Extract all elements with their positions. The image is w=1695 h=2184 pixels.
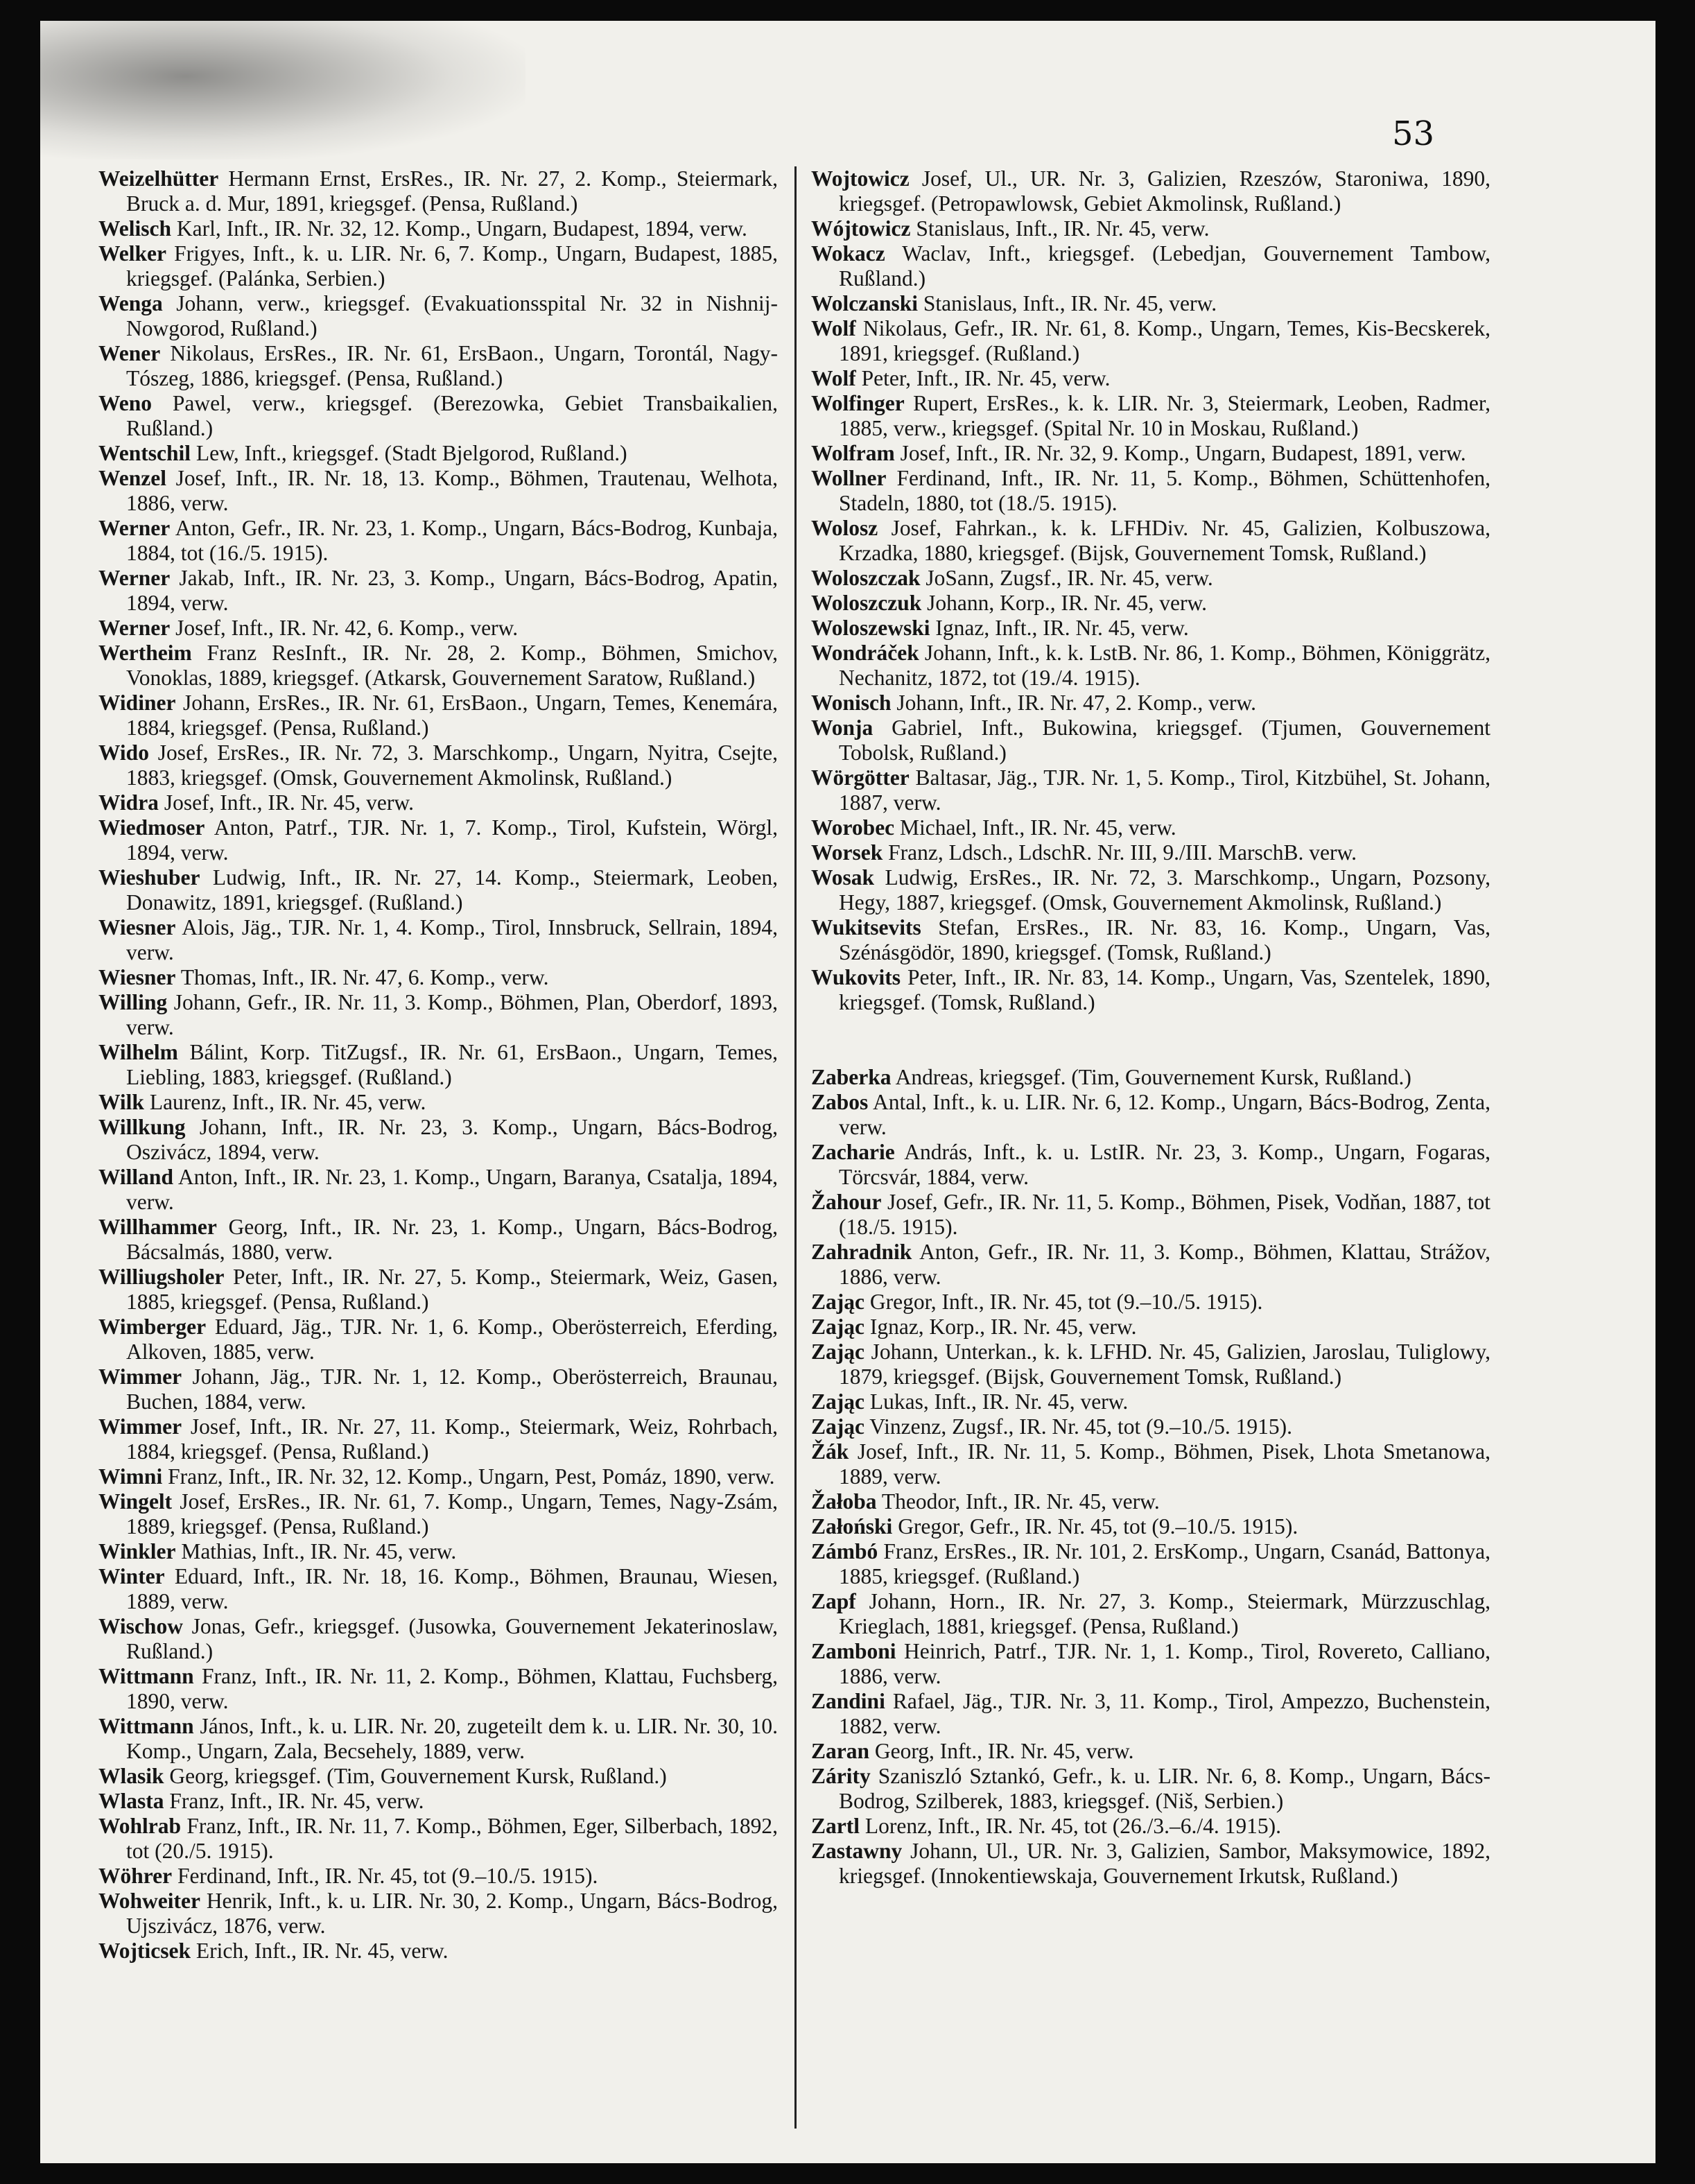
register-entry: [811, 1065, 1490, 1090]
entry-surname: Zaberka: [811, 1065, 892, 1089]
register-entry: [98, 1564, 778, 1614]
register-entry: [98, 291, 778, 341]
register-entry: [811, 716, 1490, 765]
entry-details: Michael, Inft., IR. Nr. 45, verw.: [900, 815, 1176, 840]
entry-details: Anton, Patrf., TJR. Nr. 1, 7. Komp., Tirol, Kufstein, Wörgl, 1894, verw.: [126, 815, 778, 865]
register-entry: [98, 441, 778, 466]
entry-surname: Wenzel: [98, 466, 166, 490]
entry-surname: Willing: [98, 990, 168, 1014]
entry-details: Ferdinand, Inft., IR. Nr. 45, tot (9.–10./5. 1915).: [177, 1864, 598, 1888]
entry-surname: Wertheim: [98, 641, 192, 665]
entry-details: Josef, Inft., IR. Nr. 11, 5. Komp., Böhmen, Pisek, Lhota Smetanowa, 1889, verw.: [839, 1439, 1490, 1489]
entry-surname: Winter: [98, 1564, 165, 1588]
register-entry: [811, 1340, 1490, 1389]
register-entry: [98, 616, 778, 641]
entry-details: Josef, Inft., IR. Nr. 45, verw.: [164, 790, 414, 815]
entry-details: Josef, Gefr., IR. Nr. 11, 5. Komp., Böhmen, Pisek, Vodňan, 1887, tot (18./5. 1915).: [839, 1190, 1490, 1239]
register-entry: [98, 1464, 778, 1489]
register-entry: [811, 1814, 1490, 1839]
entry-details: Ferdinand, Inft., IR. Nr. 11, 5. Komp., Böhmen, Schüttenhofen, Stadeln, 1880, tot (18./5. 1915).: [839, 466, 1490, 515]
register-entry: [811, 216, 1490, 241]
entry-details: Nikolaus, ErsRes., IR. Nr. 61, ErsBaon., Ungarn, Torontál, Nagy-Tószeg, 1886, kriegsgef. (Pensa, Rußland.): [126, 341, 778, 390]
entry-surname: Wittmann: [98, 1714, 194, 1738]
entry-details: Mathias, Inft., IR. Nr. 45, verw.: [181, 1539, 457, 1563]
register-entry: [98, 1764, 778, 1789]
entry-details: Georg, Inft., IR. Nr. 23, 1. Komp., Ungarn, Bács-Bodrog, Bácsalmás, 1880, verw.: [126, 1215, 778, 1264]
entry-surname: Žák: [811, 1439, 849, 1464]
entry-details: Stefan, ErsRes., IR. Nr. 83, 16. Komp., Ungarn, Vas, Szénásgödör, 1890, kriegsgef. (Tomsk, Rußland.): [839, 915, 1490, 964]
entry-surname: Werner: [98, 516, 171, 540]
register-entry: [98, 216, 778, 241]
entry-details: Laurenz, Inft., IR. Nr. 45, verw.: [149, 1090, 426, 1114]
entry-surname: Wohweiter: [98, 1889, 200, 1913]
entry-surname: Woloszczak: [811, 566, 921, 590]
entry-surname: Wukitsevits: [811, 915, 921, 939]
register-entry: [811, 1240, 1490, 1290]
entry-surname: Weizelhütter: [98, 166, 219, 191]
entry-details: Jakab, Inft., IR. Nr. 23, 3. Komp., Ungarn, Bács-Bodrog, Apatin, 1894, verw.: [126, 566, 778, 615]
entry-surname: Wenga: [98, 291, 163, 315]
entry-details: Josef, Ul., UR. Nr. 3, Galizien, Rzeszów, Staroniwa, 1890, kriegsgef. (Petropawlowsk, Gebiet Akmolinsk, Rußland.): [839, 166, 1490, 216]
entry-surname: Wittmann: [98, 1664, 194, 1688]
entry-details: Josef, ErsRes., IR. Nr. 61, 7. Komp., Ungarn, Temes, Nagy-Zsám, 1889, kriegsgef. (Pensa, Rußland.): [126, 1489, 778, 1539]
entry-surname: Willkung: [98, 1115, 186, 1139]
entry-surname: Wojticsek: [98, 1939, 191, 1963]
entry-surname: Wiesner: [98, 915, 176, 939]
entry-details: Josef, Inft., IR. Nr. 42, 6. Komp., verw.: [175, 616, 519, 640]
register-entry: [811, 1514, 1490, 1539]
entry-details: Josef, Inft., IR. Nr. 27, 11. Komp., Steiermark, Weiz, Rohrbach, 1884, kriegsgef. (Pensa, Rußland.): [126, 1414, 778, 1464]
entry-surname: Zając: [811, 1315, 864, 1339]
register-entry: [98, 691, 778, 740]
entry-details: András, Inft., k. u. LstIR. Nr. 23, 3. Komp., Ungarn, Fogaras, Törcsvár, 1884, verw.: [839, 1140, 1490, 1189]
entry-surname: Welisch: [98, 216, 172, 241]
register-entry: [98, 915, 778, 965]
register-entry: [98, 1489, 778, 1539]
entry-details: Johann, Unterkan., k. k. LFHD. Nr. 45, Galizien, Jaroslau, Tuliglowy, 1879, kriegsgef. (Bijsk, Gouvernement Tomsk, Rußland.): [839, 1340, 1490, 1389]
register-entry: [811, 391, 1490, 441]
register-entry: [811, 1190, 1490, 1240]
entry-surname: Wingelt: [98, 1489, 173, 1514]
entry-details: Josef, Inft., IR. Nr. 32, 9. Komp., Ungarn, Budapest, 1891, verw.: [900, 441, 1466, 465]
register-entry: [811, 1764, 1490, 1814]
entry-surname: Werner: [98, 616, 171, 640]
entry-surname: Zabos: [811, 1090, 869, 1114]
entry-details: Bálint, Korp. TitZugsf., IR. Nr. 61, ErsBaon., Ungarn, Temes, Liebling, 1883, kriegsgef. (Rußland.): [126, 1040, 778, 1089]
register-entry: [98, 1864, 778, 1889]
entry-surname: Worsek: [811, 840, 883, 865]
entry-details: Johann, verw., kriegsgef. (Evakuationsspital Nr. 32 in Nishnij-Nowgorod, Rußland.): [126, 291, 778, 340]
entry-details: Lew, Inft., kriegsgef. (Stadt Bjelgorod, Rußland.): [195, 441, 627, 465]
register-entry: [98, 641, 778, 691]
entry-details: Stanislaus, Inft., IR. Nr. 45, verw.: [923, 291, 1217, 315]
entry-surname: Wlasta: [98, 1789, 164, 1813]
register-entry: [98, 1939, 778, 1964]
entry-details: Ludwig, Inft., IR. Nr. 27, 14. Komp., Steiermark, Leoben, Donawitz, 1891, kriegsgef. (Rußland.): [126, 865, 778, 915]
entry-details: Theodor, Inft., IR. Nr. 45, verw.: [881, 1489, 1160, 1514]
entry-surname: Welker: [98, 241, 166, 266]
entry-surname: Zahradnik: [811, 1240, 912, 1264]
register-entry: [98, 790, 778, 815]
entry-details: Lorenz, Inft., IR. Nr. 45, tot (26./3.–6./4. 1915).: [864, 1814, 1282, 1838]
entry-surname: Wolfinger: [811, 391, 905, 415]
entry-surname: Žałoba: [811, 1489, 877, 1514]
register-entry: [811, 241, 1490, 291]
entry-details: Waclav, Inft., kriegsgef. (Lebedjan, Gouvernement Tambow, Rußland.): [839, 241, 1490, 291]
entry-surname: Zając: [811, 1414, 864, 1439]
entry-surname: Zárity: [811, 1764, 871, 1788]
register-entry: [98, 241, 778, 291]
entry-surname: Zacharie: [811, 1140, 895, 1164]
entry-details: JoSann, Zugsf., IR. Nr. 45, verw.: [925, 566, 1213, 590]
entry-surname: Wieshuber: [98, 865, 200, 890]
register-entry: [98, 466, 778, 516]
entry-details: Eduard, Jäg., TJR. Nr. 1, 6. Komp., Oberösterreich, Eferding, Alkoven, 1885, verw.: [126, 1315, 778, 1364]
register-entry: [811, 516, 1490, 566]
register-entry: [811, 865, 1490, 915]
entry-details: Johann, Inft., IR. Nr. 23, 3. Komp., Ungarn, Bács-Bodrog, Oszivácz, 1894, verw.: [126, 1115, 778, 1164]
entry-surname: Zając: [811, 1340, 864, 1364]
entry-surname: Wido: [98, 740, 149, 765]
entry-details: Karl, Inft., IR. Nr. 32, 12. Komp., Ungarn, Budapest, 1894, verw.: [176, 216, 747, 241]
entry-surname: Zámbó: [811, 1539, 878, 1563]
entry-details: Jonas, Gefr., kriegsgef. (Jusowka, Gouvernement Jekaterinoslaw, Rußland.): [126, 1614, 778, 1663]
entry-surname: Zaran: [811, 1739, 870, 1763]
entry-surname: Wentschil: [98, 441, 191, 465]
register-entry: [98, 740, 778, 790]
register-entry: [98, 1115, 778, 1165]
entry-details: Franz, Inft., IR. Nr. 11, 2. Komp., Böhmen, Klattau, Fuchsberg, 1890, verw.: [126, 1664, 778, 1713]
entry-details: Andreas, kriegsgef. (Tim, Gouvernement Kursk, Rußland.): [895, 1065, 1411, 1089]
entry-details: Rafael, Jäg., TJR. Nr. 3, 11. Komp., Tirol, Ampezzo, Buchenstein, 1882, verw.: [839, 1689, 1490, 1738]
register-entry: [98, 1789, 778, 1814]
register-entry: [98, 990, 778, 1040]
entry-details: Peter, Inft., IR. Nr. 45, verw.: [861, 366, 1111, 390]
entry-surname: Wojtowicz: [811, 166, 910, 191]
entry-details: Nikolaus, Gefr., IR. Nr. 61, 8. Komp., Ungarn, Temes, Kis-Becskerek, 1891, kriegsgef. (Rußland.): [839, 316, 1490, 365]
register-entry: [811, 441, 1490, 466]
register-entry: [811, 1414, 1490, 1439]
entry-details: Johann, Inft., k. k. LstB. Nr. 86, 1. Komp., Böhmen, Königgrätz, Nechanitz, 1872, tot (19./4. 1915).: [839, 641, 1490, 690]
entry-details: Gregor, Gefr., IR. Nr. 45, tot (9.–10./5. 1915).: [898, 1514, 1298, 1539]
entry-surname: Zapf: [811, 1589, 856, 1613]
register-entry: [98, 865, 778, 915]
entry-surname: Wöhrer: [98, 1864, 173, 1888]
register-entry: [811, 166, 1490, 216]
entry-details: Henrik, Inft., k. u. LIR. Nr. 30, 2. Komp., Ungarn, Bács-Bodrog, Ujszivácz, 1876, verw.: [126, 1889, 778, 1938]
entry-surname: Willand: [98, 1165, 173, 1189]
column-divider: [794, 166, 797, 2129]
register-entry: [811, 591, 1490, 616]
entry-surname: Wonisch: [811, 691, 892, 715]
entry-details: Georg, kriegsgef. (Tim, Gouvernement Kursk, Rußland.): [169, 1764, 667, 1788]
entry-details: Ludwig, ErsRes., IR. Nr. 72, 3. Marschkomp., Ungarn, Pozsony, Hegy, 1887, kriegsgef. (Omsk, Gouvernement Akmolinsk, Rußland.): [839, 865, 1490, 915]
entry-surname: Wokacz: [811, 241, 885, 266]
entry-details: Hermann Ernst, ErsRes., IR. Nr. 27, 2. Komp., Steiermark, Bruck a. d. Mur, 1891, kriegsgef. (Pensa, Rußland.): [126, 166, 778, 216]
register-entry: [98, 1539, 778, 1564]
entry-details: Szaniszló Sztankó, Gefr., k. u. LIR. Nr. 6, 8. Komp., Ungarn, Bács-Bodrog, Szilberek, 1883, kriegsgef. (Niš, Serbien.): [839, 1764, 1490, 1813]
entry-details: Ignaz, Inft., IR. Nr. 45, verw.: [935, 616, 1189, 640]
entry-surname: Widra: [98, 790, 159, 815]
entry-details: Johann, Korp., IR. Nr. 45, verw.: [927, 591, 1208, 615]
entry-surname: Wonja: [811, 716, 873, 740]
entry-surname: Winkler: [98, 1539, 176, 1563]
register-entry: [98, 566, 778, 616]
entry-details: Rupert, ErsRes., k. k. LIR. Nr. 3, Steiermark, Leoben, Radmer, 1885, verw., kriegsgef. (Spital Nr. 10 in Moskau, Rußland.): [839, 391, 1490, 440]
entry-details: Gabriel, Inft., Bukowina, kriegsgef. (Tjumen, Gouvernement Tobolsk, Rußland.): [839, 716, 1490, 765]
entry-details: Baltasar, Jäg., TJR. Nr. 1, 5. Komp., Tirol, Kitzbühel, St. Johann, 1887, verw.: [839, 765, 1490, 815]
entry-details: Lukas, Inft., IR. Nr. 45, verw.: [869, 1389, 1129, 1414]
entry-surname: Wohlrab: [98, 1814, 182, 1838]
register-entry: [98, 1165, 778, 1215]
entry-surname: Zamboni: [811, 1639, 896, 1663]
register-entry: [811, 1639, 1490, 1689]
entry-surname: Wolfram: [811, 441, 895, 465]
register-entry: [98, 965, 778, 990]
entry-details: Anton, Gefr., IR. Nr. 23, 1. Komp., Ungarn, Bács-Bodrog, Kunbaja, 1884, tot (16./5. 1915).: [126, 516, 778, 565]
entry-details: Thomas, Inft., IR. Nr. 47, 6. Komp., verw.: [180, 965, 549, 989]
register-entry: [811, 1290, 1490, 1315]
entry-details: Johann, Gefr., IR. Nr. 11, 3. Komp., Böhmen, Plan, Oberdorf, 1893, verw.: [126, 990, 778, 1039]
entry-surname: Wójtowicz: [811, 216, 911, 241]
entry-details: Frigyes, Inft., k. u. LIR. Nr. 6, 7. Komp., Ungarn, Budapest, 1885, kriegsgef. (Palánka, Serbien.): [126, 241, 778, 291]
entry-details: Peter, Inft., IR. Nr. 27, 5. Komp., Steiermark, Weiz, Gasen, 1885, kriegsgef. (Pensa, Rußland.): [126, 1265, 778, 1314]
entry-details: Anton, Gefr., IR. Nr. 11, 3. Komp., Böhmen, Klattau, Strážov, 1886, verw.: [839, 1240, 1490, 1289]
register-entry: [811, 466, 1490, 516]
register-entry: [811, 915, 1490, 965]
entry-surname: Wosak: [811, 865, 875, 890]
entry-surname: Williugsholer: [98, 1265, 225, 1289]
register-entry: [811, 1439, 1490, 1489]
register-entry: [811, 965, 1490, 1015]
entry-details: Johann, Horn., IR. Nr. 27, 3. Komp., Steiermark, Mürzzuschlag, Krieglach, 1881, kriegsgef. (Pensa, Rußland.): [839, 1589, 1490, 1638]
entry-surname: Wondráček: [811, 641, 919, 665]
page-number: 53: [1392, 114, 1435, 153]
entry-surname: Załoński: [811, 1514, 893, 1539]
register-entry: [811, 1090, 1490, 1140]
entry-surname: Zastawny: [811, 1839, 903, 1863]
left-column: [98, 166, 778, 2129]
entry-details: Ignaz, Korp., IR. Nr. 45, verw.: [869, 1315, 1137, 1339]
entry-surname: Willhammer: [98, 1215, 217, 1239]
entry-surname: Zając: [811, 1290, 864, 1314]
register-entry: [811, 1315, 1490, 1340]
entry-details: Peter, Inft., IR. Nr. 83, 14. Komp., Ungarn, Vas, Szentelek, 1890, kriegsgef. (Tomsk, Rußland.): [839, 965, 1490, 1014]
entry-surname: Wimmer: [98, 1364, 182, 1389]
entry-details: Franz, ErsRes., IR. Nr. 101, 2. ErsKomp., Ungarn, Csanád, Battonya, 1885, kriegsgef. (Rußland.): [839, 1539, 1490, 1588]
register-entry: [98, 815, 778, 865]
register-entry: [98, 1265, 778, 1315]
entry-surname: Wischow: [98, 1614, 183, 1638]
entry-surname: Zandini: [811, 1689, 885, 1713]
entry-surname: Zartl: [811, 1814, 860, 1838]
register-entry: [98, 516, 778, 566]
entry-surname: Wolf: [811, 316, 856, 340]
entry-surname: Wollner: [811, 466, 887, 490]
entry-details: Johann, Jäg., TJR. Nr. 1, 12. Komp., Oberösterreich, Braunau, Buchen, 1884, verw.: [126, 1364, 778, 1414]
right-column: [811, 166, 1490, 2129]
entry-surname: Wolczanski: [811, 291, 919, 315]
entry-details: Franz ResInft., IR. Nr. 28, 2. Komp., Böhmen, Smichov, Vonoklas, 1889, kriegsgef. (Atkarsk, Gouvernement Saratow, Rußland.): [126, 641, 778, 690]
entry-details: Johann, Ul., UR. Nr. 3, Galizien, Sambor, Maksymowice, 1892, kriegsgef. (Innokentiewskaja, Gouvernement Irkutsk, Rußland.): [839, 1839, 1490, 1888]
entry-surname: Wilk: [98, 1090, 144, 1114]
entry-surname: Wener: [98, 341, 161, 365]
register-entry: [811, 765, 1490, 815]
register-entry: [98, 1315, 778, 1364]
entry-details: Stanislaus, Inft., IR. Nr. 45, verw.: [916, 216, 1210, 241]
register-entry: [811, 1839, 1490, 1889]
entry-details: Franz, Ldsch., LdschR. Nr. III, 9./III. MarschB. verw.: [888, 840, 1357, 865]
register-entry: [811, 691, 1490, 716]
register-entry: [811, 1689, 1490, 1739]
scan-smudge: [40, 21, 525, 159]
entry-surname: Wilhelm: [98, 1040, 178, 1064]
document-page: [40, 21, 1655, 2163]
register-entry: [811, 1489, 1490, 1514]
entry-surname: Wolosz: [811, 516, 878, 540]
register-entry: [811, 840, 1490, 865]
entry-surname: Wimberger: [98, 1315, 207, 1339]
entry-surname: Wolf: [811, 366, 856, 390]
entry-details: Franz, Inft., IR. Nr. 32, 12. Komp., Ungarn, Pest, Pomáz, 1890, verw.: [168, 1464, 775, 1489]
entry-surname: Werner: [98, 566, 171, 590]
entry-details: Anton, Inft., IR. Nr. 23, 1. Komp., Ungarn, Baranya, Csatalja, 1894, verw.: [126, 1165, 778, 1214]
entry-details: Georg, Inft., IR. Nr. 45, verw.: [874, 1739, 1134, 1763]
section-gap: [811, 1015, 1490, 1065]
entry-details: Gregor, Inft., IR. Nr. 45, tot (9.–10./5. 1915).: [869, 1290, 1263, 1314]
entry-details: Alois, Jäg., TJR. Nr. 1, 4. Komp., Tirol, Innsbruck, Sellrain, 1894, verw.: [126, 915, 778, 964]
entry-surname: Wimmer: [98, 1414, 182, 1439]
register-entry: [811, 1140, 1490, 1190]
entry-surname: Wiedmoser: [98, 815, 205, 840]
entry-details: Eduard, Inft., IR. Nr. 18, 16. Komp., Böhmen, Braunau, Wiesen, 1889, verw.: [126, 1564, 778, 1613]
entry-details: Erich, Inft., IR. Nr. 45, verw.: [195, 1939, 449, 1963]
register-entry: [811, 641, 1490, 691]
register-entry: [811, 316, 1490, 366]
entry-surname: Wörgötter: [811, 765, 910, 790]
entry-details: Josef, Inft., IR. Nr. 18, 13. Komp., Böhmen, Trautenau, Welhota, 1886, verw.: [126, 466, 778, 515]
entry-surname: Woloszewski: [811, 616, 930, 640]
register-entry: [811, 1389, 1490, 1414]
register-entry: [98, 1364, 778, 1414]
entry-surname: Weno: [98, 391, 153, 415]
entry-surname: Woloszczuk: [811, 591, 922, 615]
entry-surname: Wimni: [98, 1464, 163, 1489]
entry-surname: Wukovits: [811, 965, 901, 989]
register-entry: [98, 1090, 778, 1115]
register-entry: [811, 366, 1490, 391]
register-entry: [98, 166, 778, 216]
entry-surname: Zając: [811, 1389, 864, 1414]
entry-details: Pawel, verw., kriegsgef. (Berezowka, Gebiet Transbaikalien, Rußland.): [126, 391, 778, 440]
register-entry: [98, 391, 778, 441]
register-entry: [98, 1814, 778, 1864]
entry-surname: Worobec: [811, 815, 895, 840]
register-entry: [98, 341, 778, 391]
register-entry: [811, 291, 1490, 316]
entry-surname: Wlasik: [98, 1764, 164, 1788]
entry-surname: Widiner: [98, 691, 176, 715]
entry-details: János, Inft., k. u. LIR. Nr. 20, zugeteilt dem k. u. LIR. Nr. 30, 10. Komp., Ungarn, Zala, Becsehely, 1889, verw.: [126, 1714, 778, 1763]
entry-details: Johann, ErsRes., IR. Nr. 61, ErsBaon., Ungarn, Temes, Kenemára, 1884, kriegsgef. (Pensa, Rußland.): [126, 691, 778, 740]
register-entry: [98, 1215, 778, 1265]
register-entry: [811, 566, 1490, 591]
register-entry: [98, 1040, 778, 1090]
entry-details: Franz, Inft., IR. Nr. 45, verw.: [169, 1789, 424, 1813]
register-entry: [98, 1414, 778, 1464]
entry-surname: Wiesner: [98, 965, 176, 989]
entry-details: Johann, Inft., IR. Nr. 47, 2. Komp., verw.: [896, 691, 1256, 715]
register-entry: [98, 1614, 778, 1664]
entry-details: Josef, ErsRes., IR. Nr. 72, 3. Marschkomp., Ungarn, Nyitra, Csejte, 1883, kriegsgef. (Omsk, Gouvernement Akmolinsk, Rußland.): [126, 740, 778, 790]
register-entry: [811, 1589, 1490, 1639]
entry-details: Antal, Inft., k. u. LIR. Nr. 6, 12. Komp., Ungarn, Bács-Bodrog, Zenta, verw.: [839, 1090, 1490, 1139]
register-entry: [811, 1739, 1490, 1764]
entry-details: Vinzenz, Zugsf., IR. Nr. 45, tot (9.–10./5. 1915).: [869, 1414, 1292, 1439]
register-entry: [811, 616, 1490, 641]
register-entry: [98, 1714, 778, 1764]
entry-details: Josef, Fahrkan., k. k. LFHDiv. Nr. 45, Galizien, Kolbuszowa, Krzadka, 1880, kriegsgef. (Bijsk, Gouvernement Tomsk, Rußland.): [839, 516, 1490, 565]
entry-details: Heinrich, Patrf., TJR. Nr. 1, 1. Komp., Tirol, Rovereto, Calliano, 1886, verw.: [839, 1639, 1490, 1688]
entry-surname: Žahour: [811, 1190, 882, 1214]
register-entry: [811, 815, 1490, 840]
register-entry: [98, 1664, 778, 1714]
entry-details: Franz, Inft., IR. Nr. 11, 7. Komp., Böhmen, Eger, Silberbach, 1892, tot (20./5. 1915).: [126, 1814, 778, 1863]
register-entry: [811, 1539, 1490, 1589]
register-entry: [98, 1889, 778, 1939]
